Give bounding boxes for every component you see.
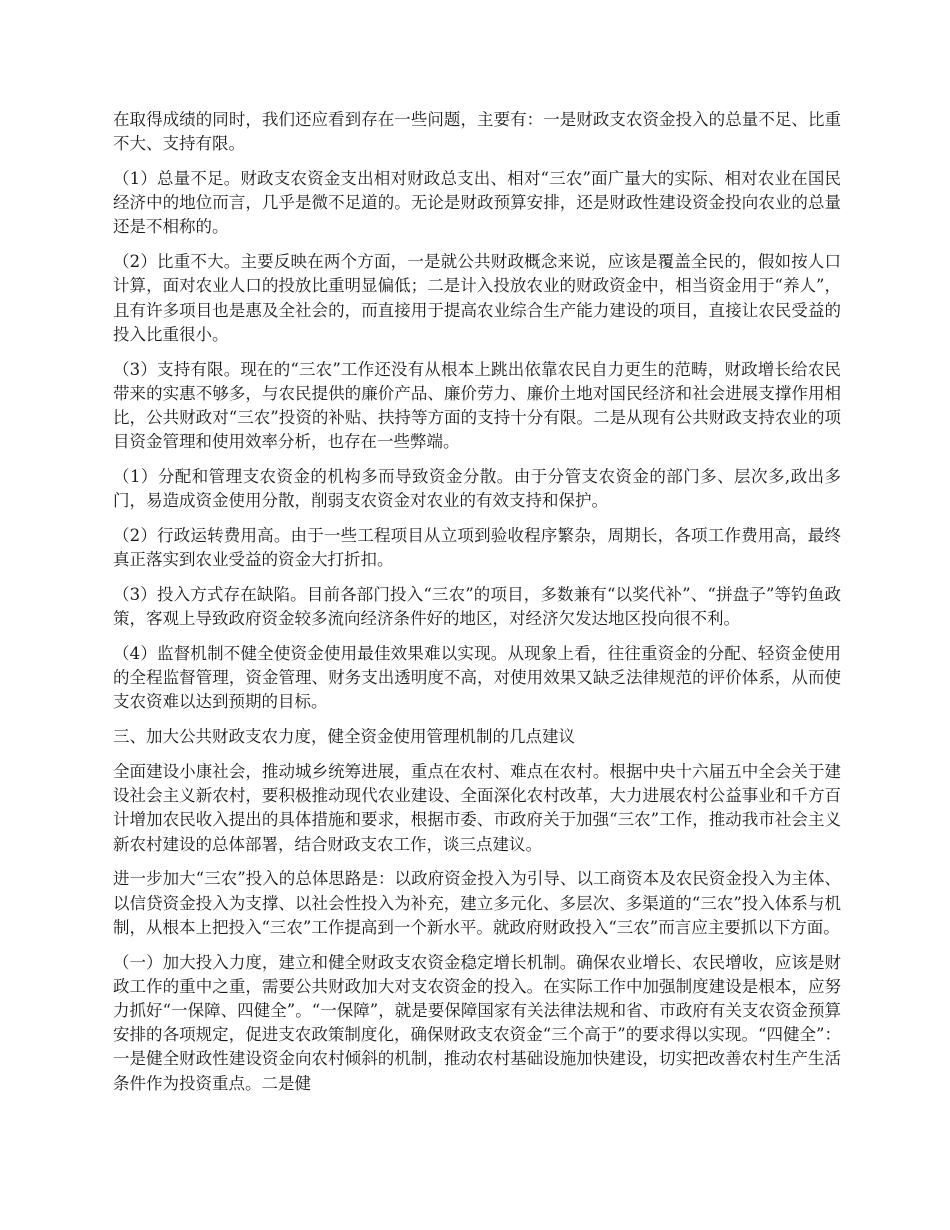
document-body bbox=[113, 108, 841, 1106]
paragraph-total-insufficient: （1）总量不足。财政支农资金支出相对财政总支出、相对“三农”面广量大的实际、相对农业在国民经济中的地位而言，几乎是微不足道的。无论是财政预算安排，还是财政性建设资金投向农业的总量还是不相称的。 bbox=[113, 169, 841, 237]
paragraph-supervision: （4）监督机制不健全使资金使用最佳效果难以实现。从现象上看，往往重资金的分配、轻资金使用的全程监督管理，资金管理、财务支出透明度不高，对使用效果又缺乏法律规范的评价体系，从而使支农资难以达到预期的目标。 bbox=[113, 644, 841, 712]
paragraph-overall-approach: 进一步加大“三农”投入的总体思路是：以政府资金投入为引导、以工商资本及农民资金投入为主体、以信贷资金投入为支撑、以社会性投入为补充，建立多元化、多层次、多渠道的“三农”投入体系与机制，从根本上把投入“三农”工作提高到一个新水平。就政府财政投入“三农”而言应主要抓以下方面。 bbox=[113, 869, 841, 937]
paragraph-issues-intro: 在取得成绩的同时，我们还应看到存在一些问题，主要有：一是财政支农资金投入的总量不足、比重不大、支持有限。 bbox=[113, 110, 841, 154]
paragraph-agencies-scattered: （1）分配和管理支农资金的机构多而导致资金分散。由于分管支农资金的部门多、层次多,政出多门，易造成资金使用分散，削弱支农资金对农业的有效支持和保护。 bbox=[113, 467, 841, 511]
paragraph-proportion-small: （2）比重不大。主要反映在两个方面，一是就公共财政概念来说，应该是覆盖全民的，假如按人口计算，面对农业人口的投放比重明显偏低；二是计入投放农业的财政资金中，相当资金用于“养人”，且有许多项目也是惠及全社会的，而直接用于提高农业综合生产能力建设的项目，直接让农民受益的投入比重很小。 bbox=[113, 252, 841, 344]
section-heading-suggestions: 三、加大公共财政支农力度，健全资金使用管理机制的几点建议 bbox=[113, 727, 575, 747]
paragraph-xiaokang: 全面建设小康社会，推动城乡统筹进展，重点在农村、难点在农村。根据中央十六届五中全会关于建设社会主义新农村，要积极推动现代农业建设、全面深化农村改革，大力进展农村公益事业和千方百计增加农民收入提出的具体措施和要求，根据市委、市政府关于加强“三农”工作，推动我市社会主义新农村建设的总体部署，结合财政支农工作，谈三点建议。 bbox=[113, 762, 841, 854]
paragraph-increase-input: （一）加大投入力度，建立和健全财政支农资金稳定增长机制。确保农业增长、农民增收，应该是财政工作的重中之重，需要公共财政加大对支农资金的投入。在实际工作中加强制度建设是根本，应努力抓好“一保障、四健全”。“一保障”，就是要保障国家有关法律法规和省、市政府有关支农资金预算安排的各项规定，促进支农政策制度化，确保财政支农资金“三个高于”的要求得以实现。“四健全”：一是健全财政性建设资金向农村倾斜的机制，推动农村基础设施加快建设，切实把改善农村生产生活条件作为投资重点。二是健 bbox=[113, 952, 841, 1093]
paragraph-admin-costs: （2）行政运转费用高。由于一些工程项目从立项到验收程序繁杂，周期长，各项工作费用高，最终真正落实到农业受益的资金大打折扣。 bbox=[113, 526, 841, 570]
paragraph-support-limited: （3）支持有限。现在的“三农”工作还没有从根本上跳出依靠农民自力更生的范畴，财政增长给农民带来的实惠不够多，与农民提供的廉价产品、廉价劳力、廉价土地对国民经济和社会进展支撑作用相比，公共财政对“三农”投资的补贴、扶持等方面的支持十分有限。二是从现有公共财政支持农业的项目资金管理和使用效率分析，也存在一些弊端。 bbox=[113, 359, 841, 452]
paragraph-investment-flaws: （3）投入方式存在缺陷。目前各部门投入“三农”的项目，多数兼有“以奖代补”、“拼盘子”等钓鱼政策，客观上导致政府资金较多流向经济条件好的地区，对经济欠发达地区投向很不利。 bbox=[113, 585, 841, 629]
